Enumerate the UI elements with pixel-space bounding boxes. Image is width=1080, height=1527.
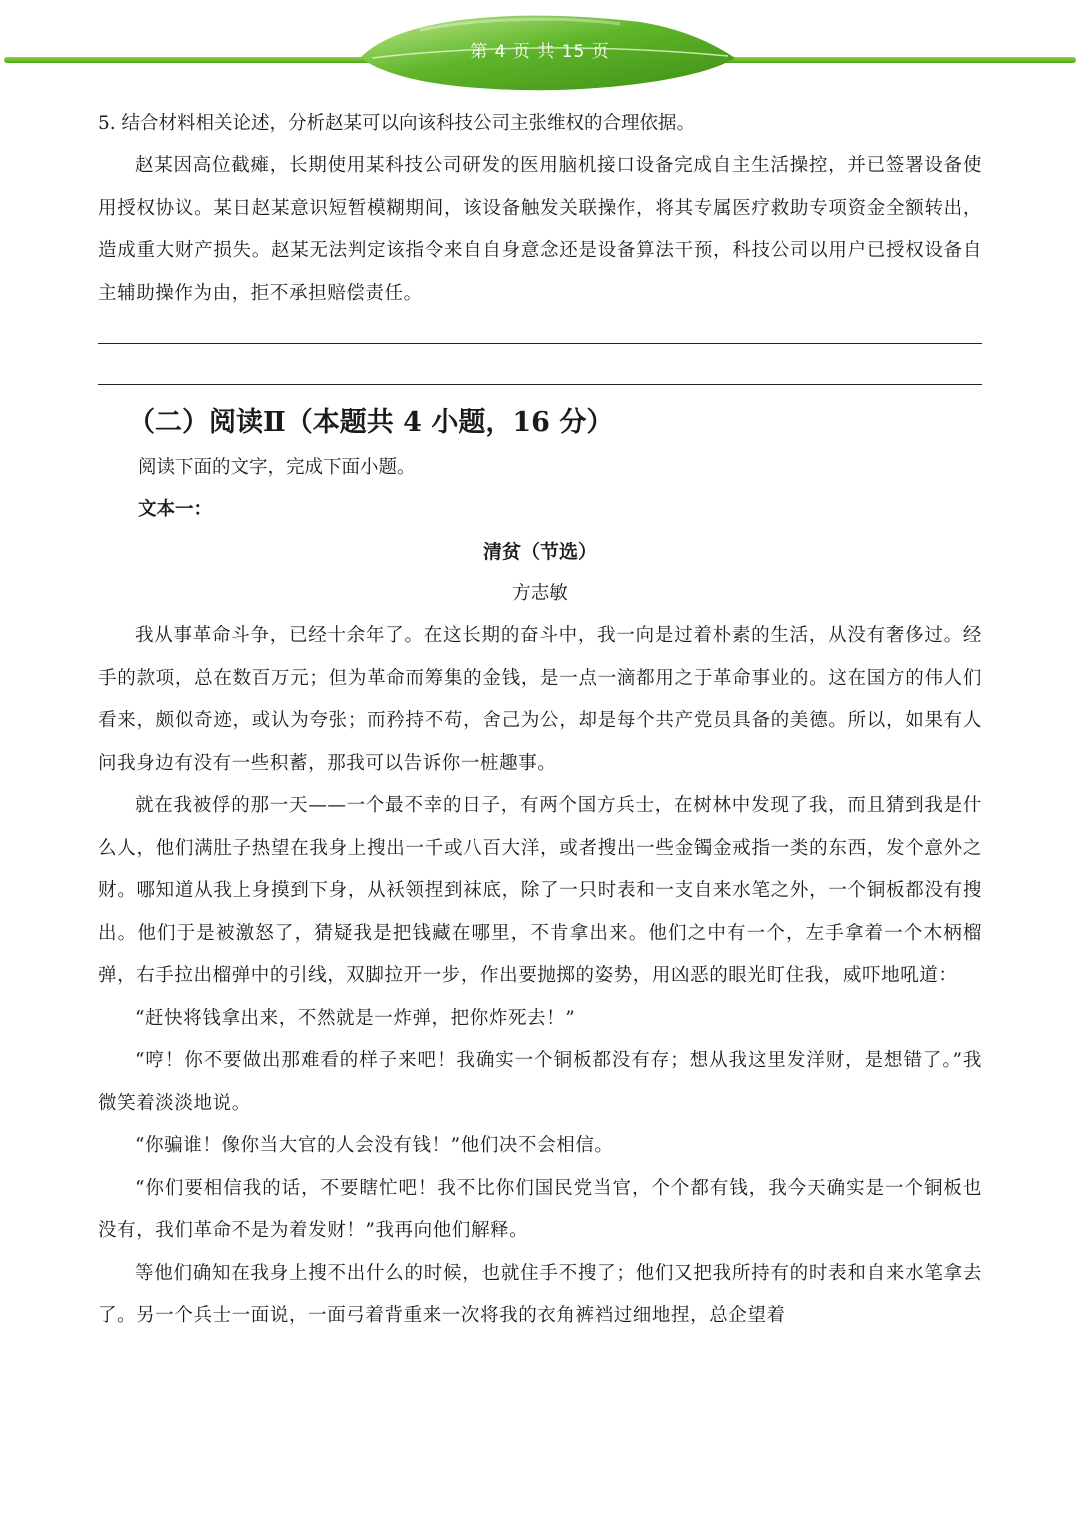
answer-line-1 (98, 343, 982, 344)
article-paragraph: “赶快将钱拿出来，不然就是一炸弹，把你炸死去！” (135, 1007, 576, 1029)
article-paragraph: “你骗谁！像你当大官的人会没有钱！”他们决不会相信。 (135, 1135, 614, 1156)
article-paragraph: 就在我被俘的那一天——一个最不幸的日子，有两个国方兵士，在树林中发现了我，而且猜到我是什么人，他们满肚子热望在我身上搜出一千或八百大洋，或者搜出一些金镯金戒指一类的东西，发个意外之财。哪知道从我上身摸到下身，从袄领捏到袜底，除了一只时表和一支自来水笔之外，一个铜板都没有搜出。他们于是被激怒了，猜疑我是把钱藏在哪里，不肯拿出来。他们之中有一个，左手拿着一个木柄榴弹，右手拉出榴弹中的引线，双脚拉开一步，作出要抛掷的姿势，用凶恶的眼光盯住我，威吓地吼道： (98, 795, 982, 986)
text-one-label: 文本一： (138, 499, 213, 520)
article-title: 清贫（节选） (482, 541, 597, 563)
answer-line-2 (98, 384, 982, 385)
article-paragraph: “哼！你不要做出那难看的样子来吧！我确实一个铜板都没有存；想从我这里发洋财，是想错了。”我微笑着淡淡地说。 (98, 1050, 982, 1114)
page-number: 第 4 页 共 15 页 (470, 42, 610, 62)
article-paragraph: 我从事革命斗争，已经十余年了。在这长期的奋斗中，我一向是过着朴素的生活，从没有奢侈过。经手的款项，总在数百万元；但为革命而筹集的金钱，是一点一滴都用之于革命事业的。这在国方的伟人们看来，颇似奇迹，或认为夸张；而矜持不苟，舍己为公，却是每个共产党员具备的美德。所以，如果有人问我身边有没有一些积蓄，那我可以告诉你一桩趣事。 (98, 625, 982, 774)
question-5-title: 5. 结合材料相关论述，分析赵某可以向该科技公司主张维权的合理依据。 (98, 113, 696, 134)
page-header (0, 0, 1080, 100)
section-heading: （二）阅读Ⅱ（本题共 4 小题，16 分） (128, 407, 614, 438)
article-paragraph: 等他们确知在我身上搜不出什么的时候，也就住手不搜了；他们又把我所持有的时表和自来水笔拿去了。另一个兵士一面说，一面弓着背重来一次将我的衣角裤裆过细地捏，总企望着 (98, 1262, 982, 1326)
document-body (98, 103, 982, 1338)
article-author: 方志敏 (512, 583, 568, 604)
section-intro: 阅读下面的文字，完成下面小题。 (138, 457, 416, 478)
article-paragraph: “你们要相信我的话，不要瞎忙吧！我不比你们国民党当官，个个都有钱，我今天确实是一个铜板也没有，我们革命不是为着发财！”我再向他们解释。 (98, 1177, 982, 1241)
question-5-material: 赵某因高位截瘫，长期使用某科技公司研发的医用脑机接口设备完成自主生活操控，并已签署设备使用授权协议。某日赵某意识短暂模糊期间，该设备触发关联操作，将其专属医疗救助专项资金全额转出，造成重大财产损失。赵某无法判定该指令来自自身意念还是设备算法干预，科技公司以用户已授权设备自主辅助操作为由，拒不承担赔偿责任。 (98, 155, 982, 304)
